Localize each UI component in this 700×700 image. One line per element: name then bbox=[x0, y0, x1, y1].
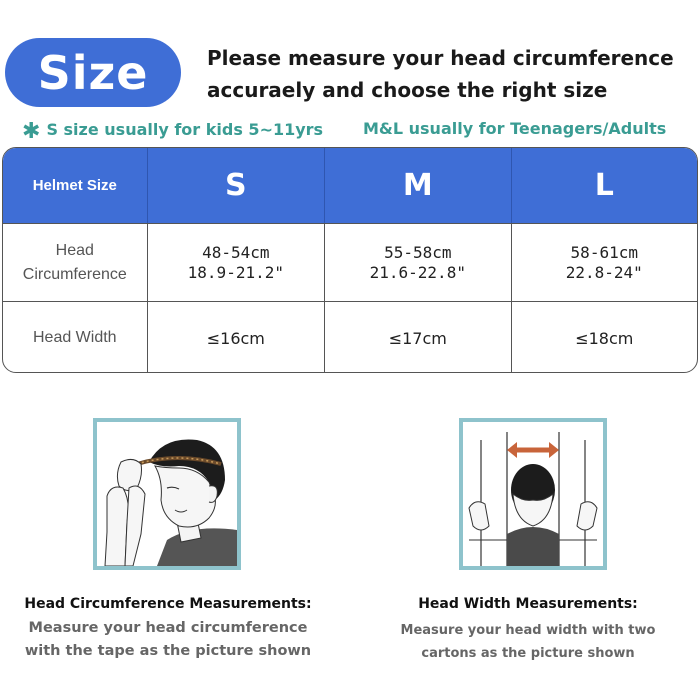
size-chart-table bbox=[2, 147, 698, 373]
row-label-line-1: Head bbox=[55, 241, 94, 259]
size-badge bbox=[5, 38, 181, 107]
circumference-m-cm: 55-58cm bbox=[384, 242, 452, 262]
circumference-illustration bbox=[93, 418, 241, 570]
width-caption-text bbox=[370, 619, 686, 665]
circumference-caption-text bbox=[8, 617, 328, 663]
note-kids-text: S size usually for kids 5~11yrs bbox=[46, 120, 324, 139]
width-s-value: ≤16cm bbox=[206, 328, 265, 348]
width-caption-line-1: Measure your head width with two bbox=[400, 623, 656, 638]
circumference-caption-line-2: with the tape as the picture shown bbox=[24, 643, 312, 659]
header-size-s: S bbox=[148, 148, 325, 223]
row-label-line-2: Circumference bbox=[22, 265, 127, 283]
circumference-l-cm: 58-61cm bbox=[570, 242, 638, 262]
header-size-l: L bbox=[594, 168, 614, 203]
circumference-m-inch: 21.6-22.8" bbox=[369, 262, 466, 282]
row-label-width-text: Head Width bbox=[32, 329, 117, 346]
note-kids bbox=[22, 119, 323, 144]
table-row-width bbox=[3, 301, 697, 373]
note-adults: M&L usually for Teenagers/Adults bbox=[363, 119, 667, 138]
circumference-caption-title: Head Circumference Measurements: bbox=[24, 596, 312, 612]
circumference-m bbox=[325, 224, 511, 301]
tape-measure-head-icon bbox=[97, 422, 237, 566]
row-label-width bbox=[3, 302, 148, 373]
table-header-row bbox=[3, 148, 697, 223]
width-caption-title: Head Width Measurements: bbox=[418, 596, 638, 612]
circumference-s-inch: 18.9-21.2" bbox=[187, 262, 284, 282]
circumference-s bbox=[148, 224, 325, 301]
width-m bbox=[325, 302, 511, 373]
row-label-circumference bbox=[3, 224, 148, 301]
width-s bbox=[148, 302, 325, 373]
star-icon: ✱ bbox=[22, 119, 41, 144]
circumference-caption-line-1: Measure your head circumference bbox=[28, 620, 308, 636]
width-illustration bbox=[459, 418, 607, 570]
headline-line-2: accuraely and choose the right size bbox=[207, 78, 608, 102]
headline-line-1: Please measure your head circumference bbox=[207, 46, 674, 70]
headline bbox=[207, 42, 687, 106]
header-helmet-size: Helmet Size bbox=[3, 148, 148, 223]
width-l bbox=[512, 302, 697, 373]
header-size-m: M bbox=[325, 148, 511, 223]
size-notes bbox=[22, 117, 698, 143]
circumference-s-cm: 48-54cm bbox=[202, 242, 270, 262]
carton-width-head-icon bbox=[463, 422, 603, 566]
size-badge-label: Size bbox=[37, 45, 149, 100]
circumference-l-inch: 22.8-24" bbox=[565, 262, 643, 282]
circumference-l bbox=[512, 224, 697, 301]
table-row-circumference bbox=[3, 223, 697, 301]
width-l-value: ≤18cm bbox=[575, 328, 634, 348]
width-caption-line-2: cartons as the picture shown bbox=[421, 646, 635, 661]
width-m-value: ≤17cm bbox=[388, 328, 447, 348]
